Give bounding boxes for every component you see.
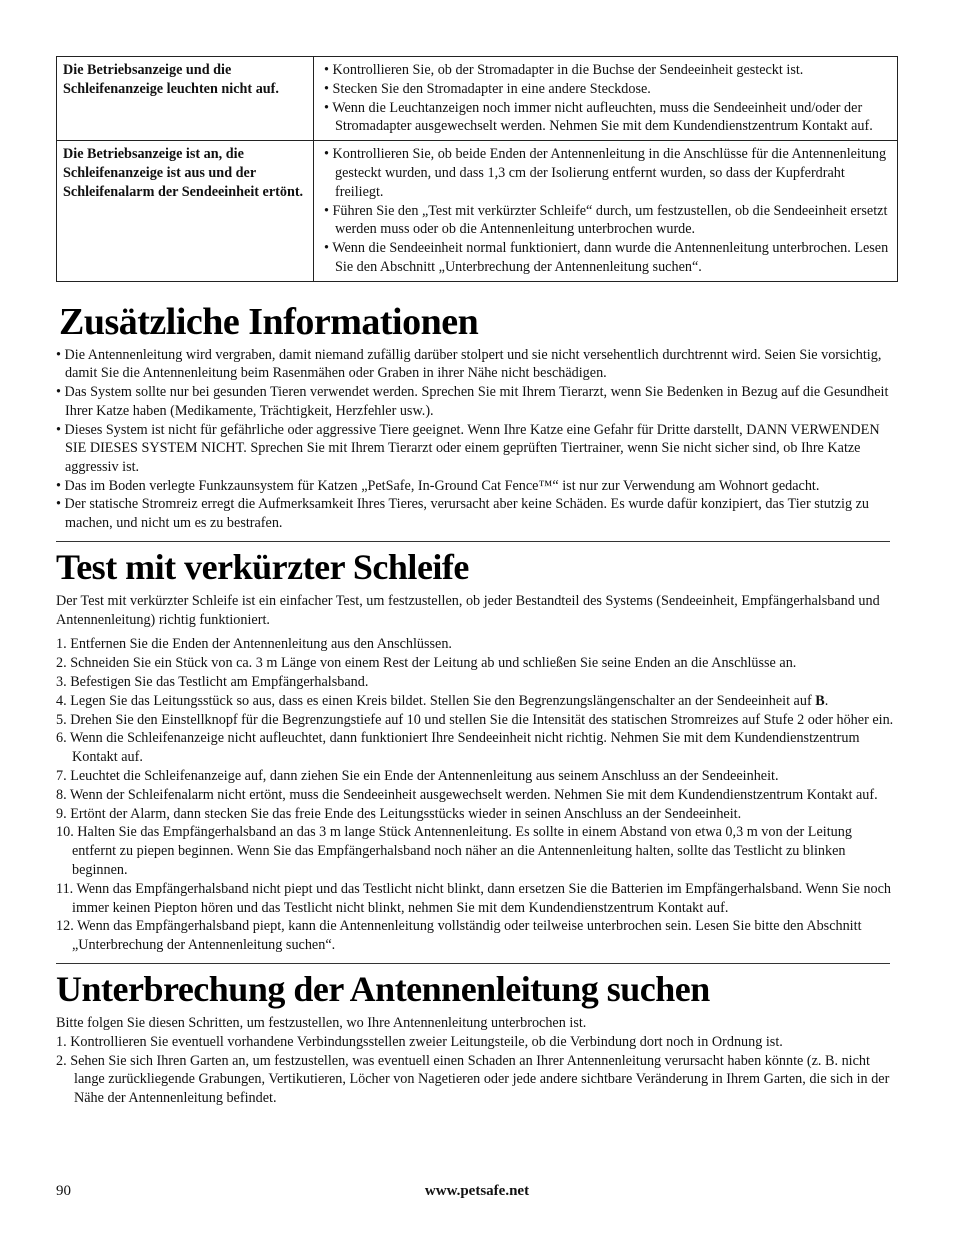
list-item: • Die Antennenleitung wird vergraben, damit niemand zufällig darüber stolpert und sie nicht versehentlich durchtrennt wird. Seien Sie vorsichtig, damit Sie die Antennenleitung beim Rasenmähen oder Graben in ihrer Nähe nicht beschädigen. [56,346,882,382]
test-steps [56,635,898,955]
break-steps [56,1033,898,1108]
section-heading-break: Unterbrechung der Antennenleitung suchen [56,968,710,1009]
page-content [56,56,898,1108]
solution-item: • Kontrollieren Sie, ob beide Enden der Antennenleitung in die Anschlüsse für die Antennenleitung gesteckt wurden, und dass 1,3 cm der Isolierung entfernt wurden, so dass der Kupferdraht freiliegt. [324,146,887,200]
solution-item: • Stecken Sie den Stromadapter in eine andere Steckdose. [324,80,651,97]
list-item: 2. Sehen Sie sich Ihren Garten an, um festzustellen, was eventuell einen Schaden an Ihrer Antennenleitung verursacht haben könnte (z. B. nicht lange zurückliegende Grabungen, Vertikutieren, Löcher von Nagetieren oder jede andere sichtbare Veränderung in Ihrem Garten, die sich in der Nähe der Antennenleitung befindet. [56,1052,890,1107]
list-item: 12. Wenn das Empfängerhalsband piept, kann die Antennenleitung vollständig oder teilweise unterbrochen sein. Lesen Sie bitte den Abschnitt „Unterbrechung der Antennenleitung suchen“. [56,918,862,954]
list-item: • Dieses System ist nicht für gefährliche oder aggressive Tiere geeignet. Wenn Ihre Katze eine Gefahr für Dritte darstellt, DANN VERWENDEN SIE DIESES SYSTEM NICHT. Sprechen Sie mit Ihrem Tierarzt oder einem geprüften Tiertrainer, wenn Sie nicht sicher sind, ob Ihre Katze aggressiv ist. [56,421,880,475]
solution-item: • Führen Sie den „Test mit verkürzter Schleife“ durch, um festzustellen, ob die Sendeeinheit ersetzt werden muss oder ob die Antennenleitung unterbrochen wurde. [324,202,888,238]
solution-item: • Wenn die Leuchtanzeigen noch immer nicht aufleuchten, muss die Sendeeinheit und/oder der Stromadapter ausgewechselt werden. Nehmen Sie mit dem Kundendienstzentrum Kontakt auf. [324,99,873,135]
list-item: 7. Leuchtet die Schleifenanzeige auf, dann ziehen Sie ein Ende der Antennenleitung aus seinem Anschluss an der Sendeeinheit. [56,767,779,784]
list-item: • Der statische Stromreiz erregt die Aufmerksamkeit Ihres Tieres, verursacht aber keine Schäden. Es wurde dafür konzipiert, das Tier stutzig zu machen, und nicht um es zu bestrafen. [56,496,870,532]
list-item: 1. Entfernen Sie die Enden der Antennenleitung aus den Anschlüssen. [56,636,452,653]
website-url: www.petsafe.net [424,1183,530,1199]
list-item: 11. Wenn das Empfängerhalsband nicht piept und das Testlicht nicht blinkt, dann ersetzen Sie die Batterien im Empfängerhalsband. Wenn Sie noch immer keinen Piepton hören und das Testlicht nicht blinkt, nehmen Sie mit dem Kundendienstzentrum Kontakt auf. [56,880,892,916]
list-item: 8. Wenn der Schleifenalarm nicht ertönt, muss die Sendeeinheit ausgewechselt werden. Nehmen Sie mit dem Kundendienstzentrum Kontakt auf. [56,786,878,803]
section-divider [56,963,890,964]
step-end: . [824,692,829,709]
problem-cell: Die Betriebsanzeige und die Schleifenanzeige leuchten nicht auf. [57,57,314,141]
list-item: 3. Befestigen Sie das Testlicht am Empfängerhalsband. [56,673,369,690]
list-item: 2. Schneiden Sie ein Stück von ca. 3 m Länge von einem Rest der Leitung ab und schließen Sie seine Enden an die Anschlüsse an. [56,655,797,672]
troubleshooting-table [56,56,898,282]
step-text: 4. Legen Sie das Leitungsstück so aus, dass es einen Kreis bildet. Stellen Sie den Begrenzungslängenschalter an der Sendeeinheit auf [56,692,816,709]
section-heading-info: Zusätzliche Informationen [59,300,479,343]
break-intro: Bitte folgen Sie diesen Schritten, um festzustellen, wo Ihre Antennenleitung unterbrochen ist. [56,1014,587,1031]
solution-item: • Kontrollieren Sie, ob der Stromadapter in die Buchse der Sendeeinheit gesteckt ist. [324,62,804,78]
solution-cell [314,141,898,282]
section-divider [56,541,890,542]
list-item: 5. Drehen Sie den Einstellknopf für die Begrenzungstiefe auf 10 und stellen Sie die Intensität des statischen Stromreizes auf Stufe 2 oder höher ein. [56,711,894,728]
table-row [57,141,898,282]
page-number: 90 [56,1183,71,1199]
list-item: 10. Halten Sie das Empfängerhalsband an das 3 m lange Stück Antennenleitung. Es sollte in einem Abstand von etwa 0,3 m von der Leitung entfernt zu piepen beginnen. Wenn Sie das Empfängerhalsband noch näher an die Antennenleitung halten, sollte das Testlicht zu blinken beginnen. [56,824,852,878]
list-item [56,692,898,711]
section-heading-test: Test mit verkürzter Schleife [56,546,469,587]
table-row [57,57,898,141]
solution-cell [314,57,898,141]
list-item: 1. Kontrollieren Sie eventuell vorhandene Verbindungsstellen zweier Leitungsteile, ob die Verbindung dort noch in Ordnung ist. [56,1033,783,1050]
problem-cell: Die Betriebsanzeige ist an, die Schleifenanzeige ist aus und der Schleifenalarm der Sendeeinheit ertönt. [57,141,314,282]
test-intro: Der Test mit verkürzter Schleife ist ein einfacher Test, um festzustellen, ob jeder Bestandteil des Systems (Sendeeinheit, Empfängerhalsband und Antennenleitung) richtig funktioniert. [56,592,880,628]
switch-setting: B [815,692,825,709]
solution-item: • Wenn die Sendeeinheit normal funktioniert, dann wurde die Antennenleitung unterbrochen. Lesen Sie den Abschnitt „Unterbrechung der Antennenleitung suchen“. [324,240,889,275]
list-item: • Das im Boden verlegte Funkzaunsystem für Katzen „PetSafe, In-Ground Cat Fence™“ ist nur zur Verwendung am Wohnort gedacht. [56,477,820,494]
list-item: 6. Wenn die Schleifenanzeige nicht aufleuchtet, dann funktioniert Ihre Sendeeinheit nicht richtig. Nehmen Sie mit dem Kundendienstzentrum Kontakt auf. [56,730,860,766]
list-item: 9. Ertönt der Alarm, dann stecken Sie das freie Ende des Leitungsstücks wieder in seinen Anschluss an der Sendeeinheit. [56,805,742,822]
list-item: • Das System sollte nur bei gesunden Tieren verwendet werden. Sprechen Sie mit Ihrem Tierarzt, wenn Sie Bedenken in Bezug auf die Gesundheit Ihrer Katze haben (Medikamente, Trächtigkeit, Herzfehler usw.). [56,384,889,419]
info-list [56,346,898,533]
